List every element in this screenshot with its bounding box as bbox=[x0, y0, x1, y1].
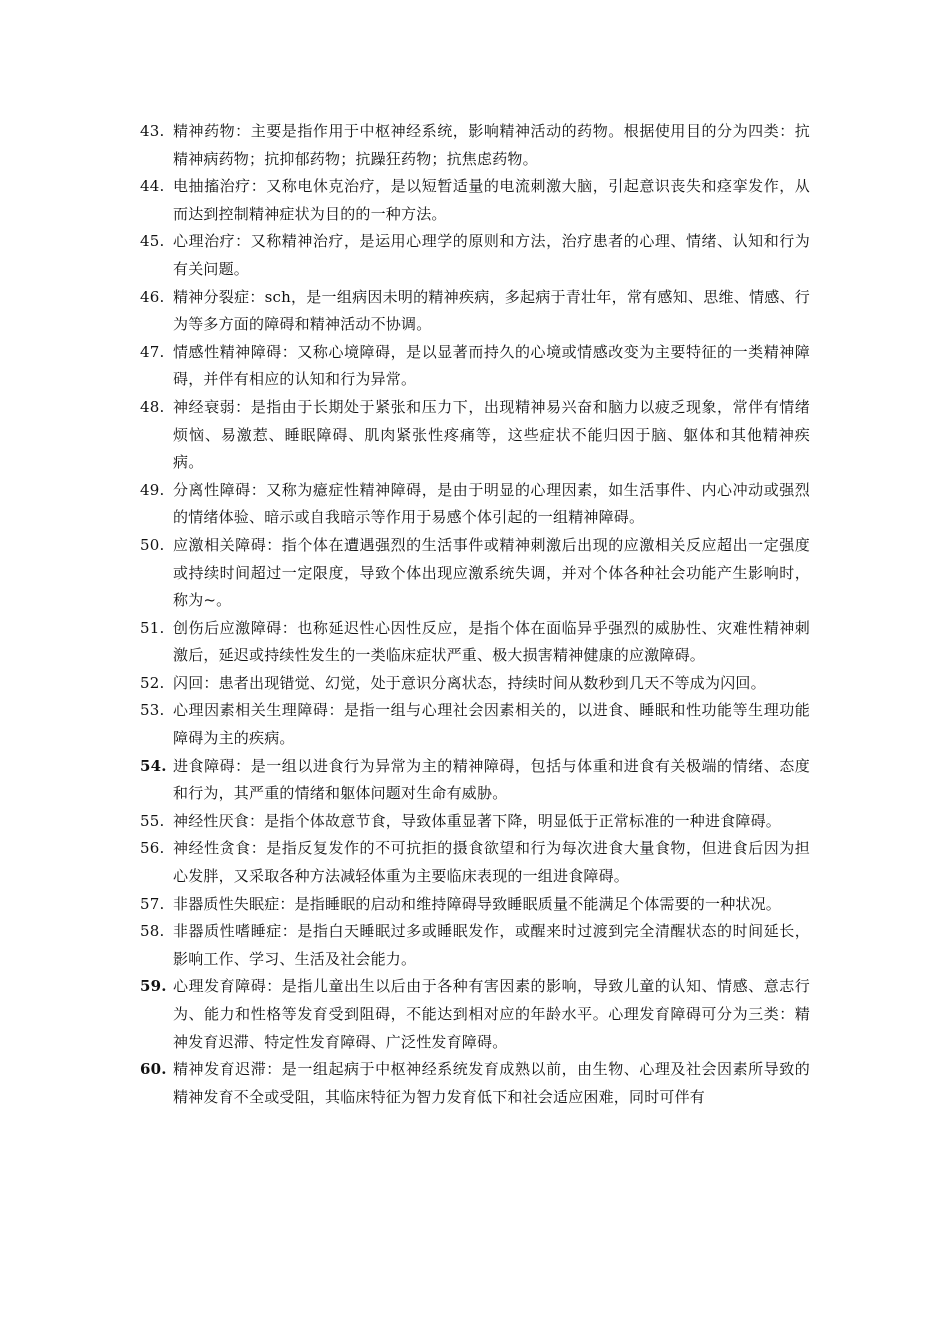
entry-text: 神经衰弱：是指由于长期处于紧张和压力下，出现精神易兴奋和脑力以疲乏现象，常伴有情绪烦恼、易激惹、睡眠障碍、肌肉紧张性疼痛等，这些症状不能归因于脑、躯体和其他精神疾病。 bbox=[173, 397, 810, 472]
glossary-entry bbox=[140, 1056, 810, 1111]
entry-number: 54. bbox=[140, 756, 167, 775]
entry-number: 49. bbox=[140, 480, 165, 499]
entry-text: 心理发育障碍：是指儿童出生以后由于各种有害因素的影响，导致儿童的认知、情感、意志行为、能力和性格等发育受到阻碍，不能达到相对应的年龄水平。心理发育障碍可分为三类：精神发育迟滞、特定性发育障碍、广泛性发育障碍。 bbox=[173, 977, 810, 1051]
entry-number: 45. bbox=[140, 232, 165, 251]
entry-text: 神经性贪食：是指反复发作的不可抗拒的摄食欲望和行为每次进食大量食物，但进食后因为担心发胖，又采取各种方法减轻体重为主要临床表现的一组进食障碍。 bbox=[173, 839, 810, 886]
glossary-entry bbox=[140, 394, 810, 477]
entry-text: 精神分裂症：sch，是一组病因未明的精神疾病，多起病于青壮年，常有感知、思维、情感、行为等多方面的障碍和精神活动不协调。 bbox=[173, 287, 810, 334]
entry-number: 55. bbox=[140, 811, 165, 830]
entry-text: 应激相关障碍：指个体在遭遇强烈的生活事件或精神刺激后出现的应激相关反应超出一定强度或持续时间超过一定限度，导致个体出现应激系统失调，并对个体各种社会功能产生影响时，称为~。 bbox=[173, 535, 810, 610]
glossary-entry bbox=[140, 532, 810, 615]
glossary-entry bbox=[140, 118, 810, 173]
glossary-entry bbox=[140, 973, 810, 1056]
entry-number: 46. bbox=[140, 287, 165, 306]
entry-number: 43. bbox=[140, 122, 165, 140]
entry-number: 60. bbox=[140, 1060, 167, 1079]
entry-number: 57. bbox=[140, 894, 165, 913]
entry-number: 59. bbox=[140, 977, 167, 996]
entry-number: 52. bbox=[140, 673, 165, 692]
entry-text: 闪回：患者出现错觉、幻觉，处于意识分离状态，持续时间从数秒到几天不等成为闪回。 bbox=[173, 673, 766, 692]
glossary-entry bbox=[140, 835, 810, 890]
glossary-entry bbox=[140, 697, 810, 752]
entry-text: 情感性精神障碍：又称心境障碍，是以显著而持久的心境或情感改变为主要特征的一类精神障碍，并伴有相应的认知和行为异常。 bbox=[173, 342, 810, 389]
entry-text: 创伤后应激障碍：也称延迟性心因性反应，是指个体在面临异乎强烈的威胁性、灾难性精神刺激后，延迟或持续性发生的一类临床症状严重、极大损害精神健康的应激障碍。 bbox=[173, 618, 810, 665]
glossary-entry bbox=[140, 891, 810, 919]
glossary-entry bbox=[140, 339, 810, 394]
entry-text: 分离性障碍：又称为癔症性精神障碍，是由于明显的心理因素，如生活事件、内心冲动或强烈的情绪体验、暗示或自我暗示等作用于易感个体引起的一组精神障碍。 bbox=[173, 480, 810, 527]
glossary-entry bbox=[140, 753, 810, 808]
entry-number: 44. bbox=[140, 177, 165, 196]
glossary-entry bbox=[140, 173, 810, 228]
entry-text: 心理治疗：又称精神治疗，是运用心理学的原则和方法，治疗患者的心理、情绪、认知和行为有关问题。 bbox=[173, 232, 810, 278]
entry-number: 56. bbox=[140, 839, 165, 858]
glossary-list bbox=[140, 118, 810, 1111]
glossary-entry bbox=[140, 918, 810, 973]
entry-text: 电抽搐治疗：又称电休克治疗，是以短暂适量的电流刺激大脑，引起意识丧失和痉挛发作，从而达到控制精神症状为目的的一种方法。 bbox=[173, 177, 810, 223]
entry-text: 神经性厌食：是指个体故意节食，导致体重显著下降，明显低于正常标准的一种进食障碍。 bbox=[173, 811, 782, 830]
entry-number: 51. bbox=[140, 618, 165, 637]
glossary-entry bbox=[140, 284, 810, 339]
glossary-entry bbox=[140, 615, 810, 670]
entry-text: 精神药物：主要是指作用于中枢神经系统，影响精神活动的药物。根据使用目的分为四类：抗精神病药物；抗抑郁药物；抗躁狂药物；抗焦虑药物。 bbox=[173, 122, 810, 168]
entry-text: 非器质性嗜睡症：是指白天睡眠过多或睡眠发作，或醒来时过渡到完全清醒状态的时间延长，影响工作、学习、生活及社会能力。 bbox=[173, 922, 810, 968]
entry-text: 精神发育迟滞：是一组起病于中枢神经系统发育成熟以前，由生物、心理及社会因素所导致的精神发育不全或受阻，其临床特征为智力发育低下和社会适应困难，同时可伴有 bbox=[173, 1060, 810, 1106]
entry-text: 心理因素相关生理障碍：是指一组与心理社会因素相关的，以进食、睡眠和性功能等生理功能障碍为主的疾病。 bbox=[173, 701, 810, 748]
entry-text: 进食障碍：是一组以进食行为异常为主的精神障碍，包括与体重和进食有关极端的情绪、态度和行为，其严重的情绪和躯体问题对生命有威胁。 bbox=[173, 756, 810, 803]
entry-number: 58. bbox=[140, 922, 165, 941]
entry-number: 48. bbox=[140, 397, 165, 416]
entry-number: 47. bbox=[140, 342, 165, 361]
glossary-entry bbox=[140, 808, 810, 836]
glossary-entry bbox=[140, 670, 810, 698]
entry-number: 53. bbox=[140, 701, 165, 720]
entry-text: 非器质性失眠症：是指睡眠的启动和维持障碍导致睡眠质量不能满足个体需要的一种状况。 bbox=[173, 894, 782, 913]
glossary-entry bbox=[140, 228, 810, 283]
glossary-entry bbox=[140, 477, 810, 532]
entry-number: 50. bbox=[140, 535, 165, 554]
